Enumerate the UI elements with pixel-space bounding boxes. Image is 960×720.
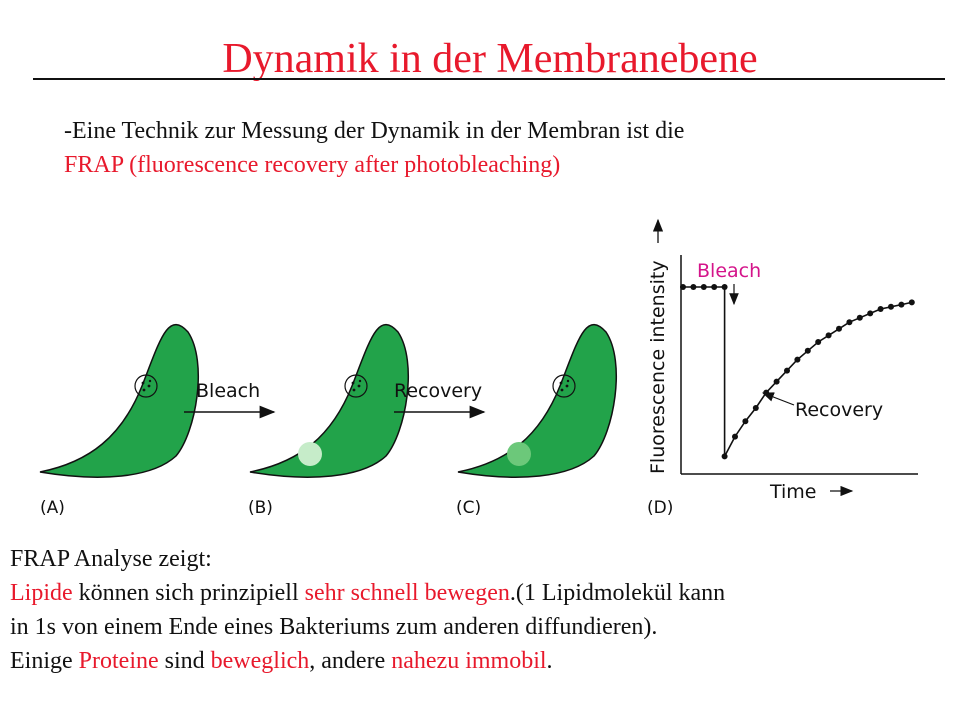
slide-title: Dynamik in der Membranebene: [222, 36, 758, 82]
proteins-text-4: .: [546, 648, 553, 674]
recovery-point-17: [898, 302, 904, 308]
proteine-term: Proteine: [78, 648, 159, 674]
recovered-spot: [507, 442, 531, 466]
title-underline: [33, 78, 945, 80]
findings-heading: FRAP Analyse zeigt:: [10, 546, 212, 572]
recovery-point-6: [784, 368, 790, 374]
frap-illustration: [0, 200, 960, 530]
bleached-spot: [298, 442, 322, 466]
recovery-point-5: [774, 379, 780, 385]
proteins-text-3: , andere: [309, 648, 392, 674]
intro-text: [64, 114, 684, 182]
immobile-term: nahezu immobil: [391, 648, 547, 674]
graph-recovery-arrow: [763, 393, 794, 405]
graph-y-label: Fluorescence intensity: [647, 260, 669, 474]
frap-figure: [0, 200, 960, 530]
graph-recovery-label: Recovery: [795, 399, 884, 421]
panel-label-c: (C): [456, 498, 482, 518]
frap-graph: [647, 220, 918, 503]
mobile-term: beweglich: [210, 648, 310, 674]
recovery-point-3: [753, 405, 759, 411]
recovery-point-13: [857, 315, 863, 321]
bleach-arrow-label: Bleach: [196, 380, 261, 402]
recovery-point-14: [867, 310, 873, 316]
cell-a: [40, 325, 198, 478]
recovery-point-7: [794, 357, 800, 363]
prebleach-point-0: [680, 284, 686, 290]
findings-line-proteins: [10, 644, 960, 678]
graph-x-label: Time: [770, 481, 817, 503]
proteins-text-1: Einige: [10, 648, 79, 674]
lipide-text-2: .(1 Lipidmolekül kann: [509, 580, 726, 606]
frap-curve-line: [683, 287, 912, 456]
recovery-point-18: [909, 299, 915, 305]
prebleach-point-3: [711, 284, 717, 290]
lipide-term: Lipide: [10, 580, 73, 606]
cell-b: [250, 325, 408, 478]
recovery-point-16: [888, 304, 894, 310]
recovery-point-1: [732, 434, 738, 440]
intro-line-2: FRAP (fluorescence recovery after photobleaching): [64, 152, 561, 178]
prebleach-point-4: [722, 284, 728, 290]
recovery-point-9: [815, 339, 821, 345]
recovery-point-15: [878, 306, 884, 312]
frap-findings: [10, 542, 960, 678]
findings-line-lipids: [10, 576, 960, 610]
panel-label-d: (D): [647, 498, 674, 518]
panel-label-b: (B): [248, 498, 273, 518]
intro-line-1: -Eine Technik zur Messung der Dynamik in der Membran ist die: [64, 118, 685, 144]
recovery-point-12: [846, 319, 852, 325]
prebleach-point-1: [690, 284, 696, 290]
proteins-text-2: sind: [158, 648, 211, 674]
fast-movement-term: sehr schnell bewegen: [304, 580, 510, 606]
recovery-point-11: [836, 326, 842, 332]
recovery-point-2: [742, 418, 748, 424]
panel-label-a: (A): [40, 498, 65, 518]
graph-plot-area: [680, 284, 915, 459]
graph-bleach-label: Bleach: [697, 260, 762, 282]
recovery-point-0: [722, 453, 728, 459]
prebleach-point-2: [701, 284, 707, 290]
recovery-point-8: [805, 348, 811, 354]
recovery-arrow-label: Recovery: [394, 380, 483, 402]
lipide-text-1: können sich prinzipiell: [72, 580, 305, 606]
recovery-point-10: [826, 332, 832, 338]
findings-line-diffusion: in 1s von einem Ende eines Bakteriums zum anderen diffundieren).: [10, 614, 658, 640]
